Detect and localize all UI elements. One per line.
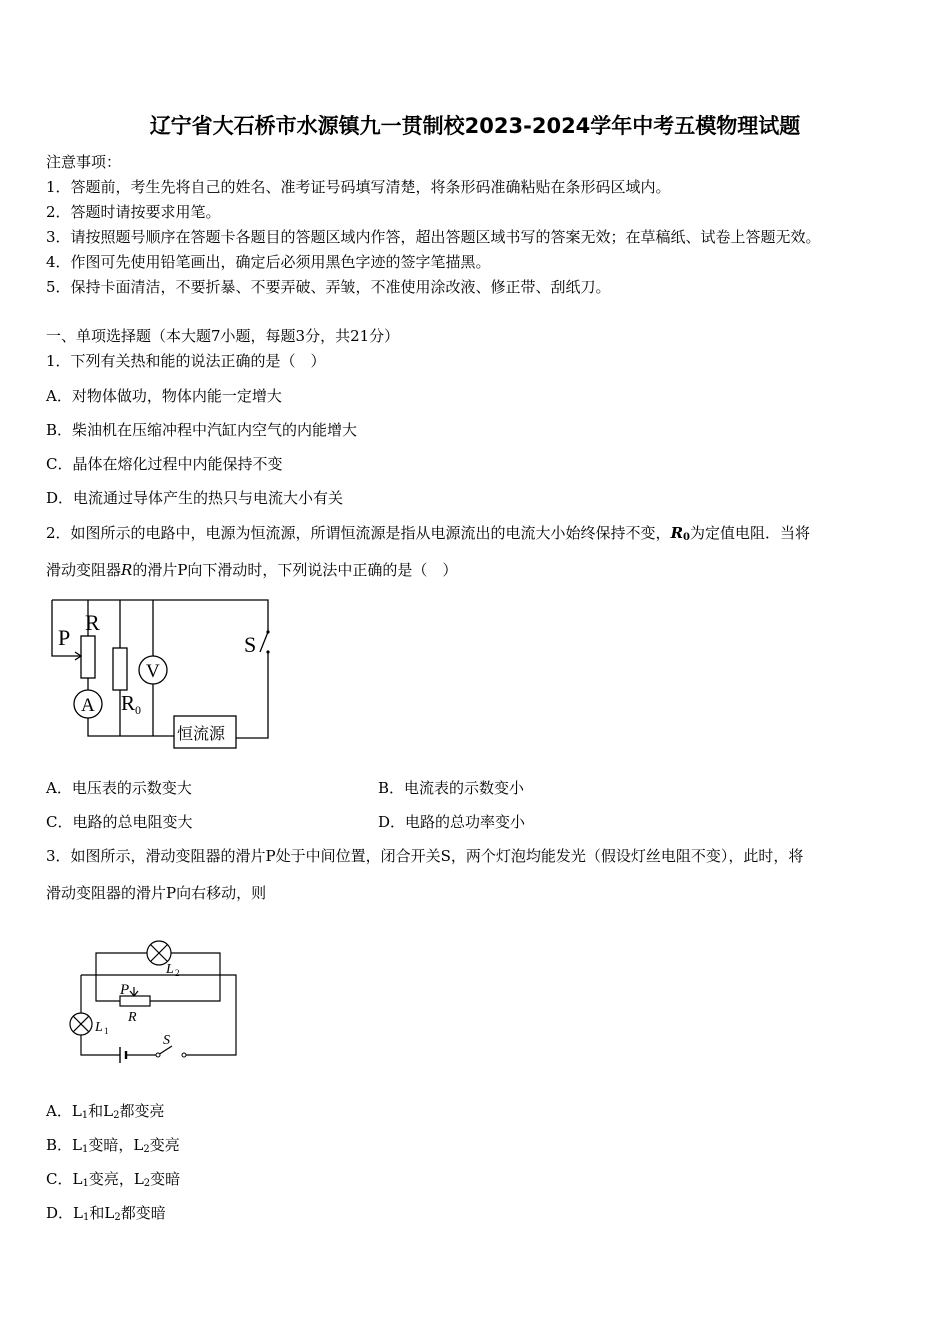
label-s: S xyxy=(163,1033,170,1048)
question-3-option-a xyxy=(46,1101,165,1126)
r0-subscript: 0 xyxy=(683,532,690,543)
label-r: R xyxy=(128,1010,137,1025)
subscript: 2 xyxy=(143,1178,151,1189)
question-1-option-b: B．柴油机在压缩冲程中汽缸内空气的内能增大 xyxy=(46,421,358,439)
option-text: 变暗，L xyxy=(88,1136,144,1154)
resistor-r xyxy=(81,636,95,678)
question-3-stem-line-2: 滑动变阻器的滑片P向右移动，则 xyxy=(46,884,267,902)
section-heading: 一、单项选择题（本大题7小题，每题3分，共21分） xyxy=(46,327,400,345)
question-1-option-d: D．电流通过导体产生的热只与电流大小有关 xyxy=(46,489,344,507)
option-text: B．L xyxy=(46,1136,82,1154)
wire xyxy=(96,975,120,1001)
option-text: 变亮 xyxy=(149,1136,180,1154)
notice-item: 2．答题时请按要求用笔。 xyxy=(46,203,221,221)
label-p: P xyxy=(58,625,71,650)
subscript: 1 xyxy=(81,1144,89,1155)
option-text: A．L xyxy=(46,1102,82,1120)
option-text: 和L xyxy=(89,1204,115,1222)
notice-item: 4．作图可先使用铅笔画出，确定后必须用黑色字迹的签字笔描黑。 xyxy=(46,253,491,271)
question-2-stem-line-1 xyxy=(46,523,810,548)
label-voltmeter: V xyxy=(146,661,160,682)
question-2-circuit-diagram xyxy=(46,590,276,755)
notice-item: 5．保持卡面清洁，不要折暴、不要弄破、弄皱，不准使用涂改液、修正带、刮纸刀。 xyxy=(46,278,611,296)
question-2-option-a: A．电压表的示数变大 xyxy=(46,779,192,797)
switch-lever xyxy=(260,632,268,652)
r-symbol: R xyxy=(121,561,133,579)
subscript: 1 xyxy=(82,1178,89,1189)
resistor-r0 xyxy=(113,648,127,690)
question-3-option-b xyxy=(46,1135,180,1160)
label-source: 恒流源 xyxy=(177,726,226,743)
question-1-option-c: C．晶体在熔化过程中内能保持不变 xyxy=(46,455,283,473)
wire xyxy=(81,975,236,1055)
label-l2-subscript: 2 xyxy=(175,968,180,978)
switch-contact xyxy=(266,630,269,633)
subscript: 2 xyxy=(114,1212,121,1223)
question-1-stem: 1．下列有关热和能的说法正确的是（ ） xyxy=(46,352,326,370)
label-l1-subscript: 1 xyxy=(104,1026,109,1036)
wire xyxy=(81,1035,120,1055)
subscript: 2 xyxy=(113,1110,120,1121)
question-2-option-c: C．电路的总电阻变大 xyxy=(46,813,193,831)
notice-heading: 注意事项： xyxy=(46,153,122,171)
subscript: 1 xyxy=(81,1110,89,1121)
question-3-option-c xyxy=(46,1169,180,1194)
switch-contact xyxy=(182,1053,186,1057)
label-r0: R xyxy=(121,691,136,715)
option-text: 变亮，L xyxy=(88,1170,144,1188)
label-p: P xyxy=(120,982,130,998)
stem-text: 的滑片P向下滑动时，下列说法中正确的是（ ） xyxy=(132,561,458,579)
notice-item: 1．答题前，考生先将自己的姓名、准考证号码填写清楚，将条形码准确粘贴在条形码区域内。 xyxy=(46,178,671,196)
label-l1: L xyxy=(95,1020,103,1035)
wire xyxy=(88,718,174,736)
stem-text: 2．如图所示的电路中，电源为恒流源，所谓恒流源是指从电源流出的电流大小始终保持不变， xyxy=(46,524,671,542)
question-2-option-d: D．电路的总功率变小 xyxy=(378,813,526,831)
wire xyxy=(236,652,268,738)
option-text: 都变暗 xyxy=(120,1204,166,1222)
question-2-option-b: B．电流表的示数变小 xyxy=(378,779,525,797)
stem-text: 滑动变阻器 xyxy=(46,561,122,579)
wire xyxy=(96,953,147,975)
question-3-stem-line-1: 3．如图所示，滑动变阻器的滑片P处于中间位置，闭合开关S，两个灯泡均能发光（假设灯丝电阻不变），此时，将 xyxy=(46,847,804,865)
wire xyxy=(150,975,220,1001)
page-title: 辽宁省大石桥市水源镇九一贯制校2023-2024学年中考五模物理试题 xyxy=(149,114,801,138)
label-r0-subscript: 0 xyxy=(135,703,141,717)
question-3-option-d xyxy=(46,1203,166,1228)
switch-contact xyxy=(156,1053,160,1057)
label-s: S xyxy=(244,632,257,657)
notice-item: 3．请按照题号顺序在答题卡各题目的答题区域内作答，超出答题区域书写的答案无效；在草稿纸、试卷上答题无效。 xyxy=(46,228,821,246)
option-text: C．L xyxy=(46,1170,83,1188)
label-ammeter: A xyxy=(81,695,95,716)
subscript: 1 xyxy=(83,1212,90,1223)
option-text: D．L xyxy=(46,1204,83,1222)
question-2-stem-line-2 xyxy=(46,560,457,580)
label-r: R xyxy=(85,610,100,635)
switch-contact xyxy=(266,650,269,653)
stem-text: 为定值电阻．当将 xyxy=(690,524,811,542)
option-text: 和L xyxy=(88,1102,114,1120)
option-text: 变暗 xyxy=(150,1170,181,1188)
label-l2: L xyxy=(166,962,174,977)
question-3-circuit-diagram xyxy=(62,935,247,1065)
r0-symbol: R xyxy=(670,524,684,542)
option-text: 都变亮 xyxy=(119,1102,165,1120)
question-1-option-a: A．对物体做功，物体内能一定增大 xyxy=(46,387,282,405)
subscript: 2 xyxy=(143,1144,150,1155)
